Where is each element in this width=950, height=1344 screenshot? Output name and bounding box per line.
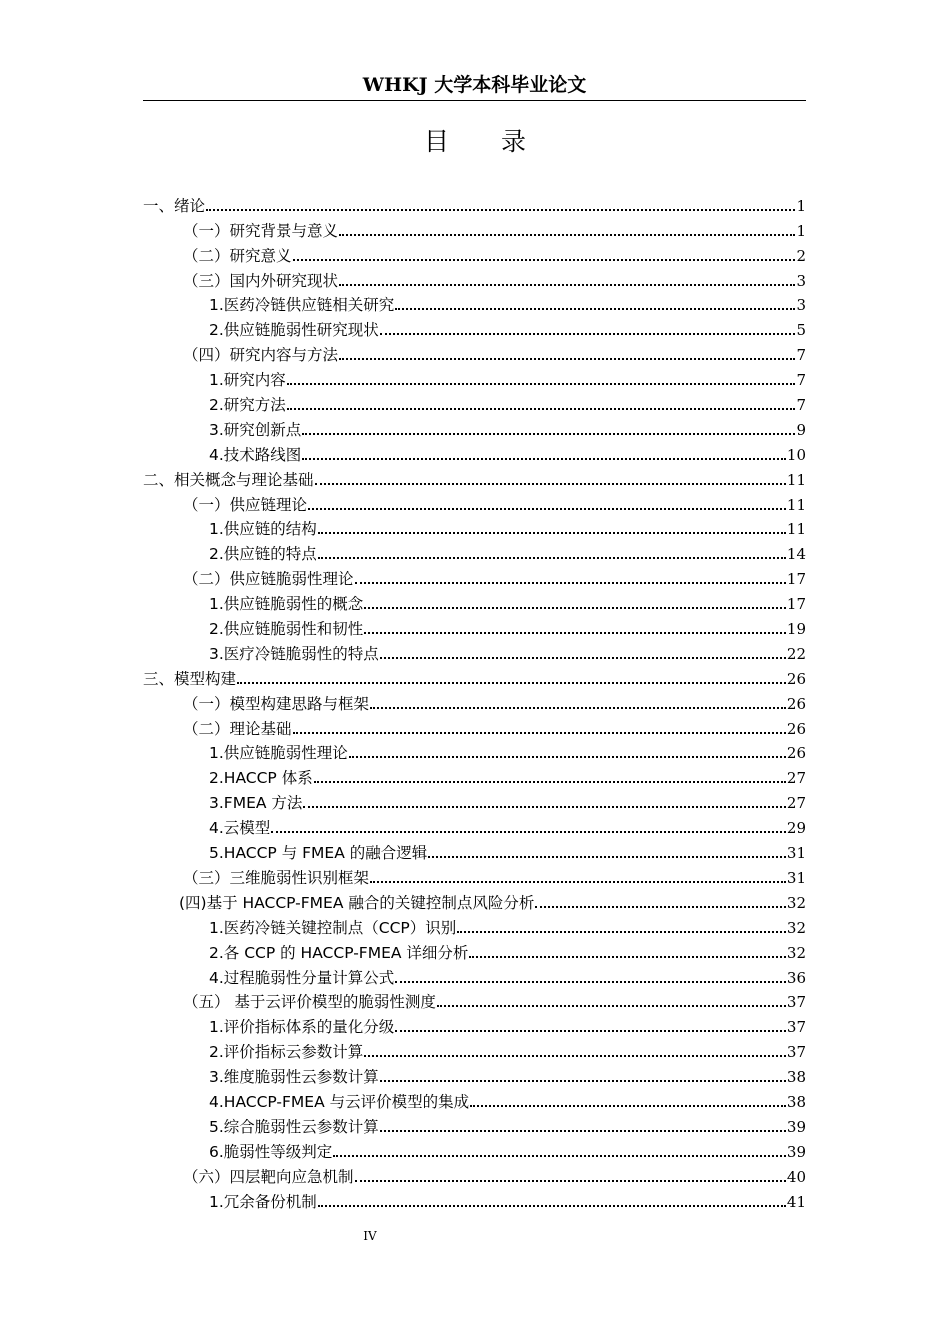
toc-entry[interactable] <box>143 365 806 390</box>
toc-dot-leader <box>287 383 796 385</box>
toc-dot-leader <box>355 582 786 584</box>
toc-entry-page: 7 <box>796 371 806 390</box>
toc-entry-label: 1.供应链脆弱性的概念 <box>209 595 364 614</box>
toc-entry[interactable] <box>143 291 806 316</box>
toc-dot-leader <box>293 259 796 261</box>
toc-entry[interactable] <box>143 1137 806 1162</box>
toc-entry-label: 6.脆弱性等级判定 <box>209 1142 333 1161</box>
toc-entry-label: （一）模型构建思路与框架 <box>183 694 370 713</box>
toc-dot-leader <box>469 956 786 958</box>
toc-entry-label: （六）四层靶向应急机制 <box>183 1167 354 1186</box>
toc-entry-page: 31 <box>786 844 806 863</box>
toc-entry-page: 36 <box>786 968 806 987</box>
toc-entry-page: 38 <box>786 1068 806 1087</box>
toc-entry[interactable] <box>143 1187 806 1212</box>
toc-dot-leader <box>395 308 795 310</box>
toc-dot-leader <box>293 732 786 734</box>
toc-entry[interactable] <box>143 1012 806 1037</box>
toc-dot-leader <box>380 657 786 659</box>
toc-dot-leader <box>318 1205 786 1207</box>
toc-entry-label: (四)基于 HACCP-FMEA 融合的关键控制点风险分析 <box>179 893 535 912</box>
toc-entry-label: 二、相关概念与理论基础 <box>143 470 314 489</box>
toc-entry-page: 2 <box>796 246 806 265</box>
toc-entry[interactable] <box>143 216 806 241</box>
toc-entry-label: 2.评价指标云参数计算 <box>209 1043 364 1062</box>
toc-entry-label: （二）理论基础 <box>183 719 292 738</box>
toc-entry-page: 41 <box>786 1192 806 1211</box>
toc-dot-leader <box>302 433 795 435</box>
toc-entry[interactable] <box>143 739 806 764</box>
toc-entry-page: 7 <box>796 346 806 365</box>
toc-entry[interactable] <box>143 664 806 689</box>
toc-entry-page: 1 <box>796 221 806 240</box>
toc-entry-page: 3 <box>796 271 806 290</box>
toc-entry-label: 1.冗余备份机制 <box>209 1192 317 1211</box>
toc-dot-leader <box>237 682 786 684</box>
toc-entry[interactable] <box>143 813 806 838</box>
toc-dot-leader <box>395 1030 786 1032</box>
toc-entry-page: 39 <box>786 1117 806 1136</box>
toc-dot-leader <box>370 707 786 709</box>
toc-entry-page: 29 <box>786 819 806 838</box>
toc-entry[interactable] <box>143 539 806 564</box>
toc-entry[interactable] <box>143 589 806 614</box>
toc-dot-leader <box>380 333 796 335</box>
toc-entry[interactable] <box>143 1112 806 1137</box>
toc-entry-page: 37 <box>786 1043 806 1062</box>
toc-dot-leader <box>364 1055 786 1057</box>
toc-entry-page: 11 <box>786 495 806 514</box>
toc-entry-page: 7 <box>796 396 806 415</box>
toc-entry[interactable] <box>143 988 806 1013</box>
toc-entry-page: 38 <box>786 1092 806 1111</box>
toc-entry-label: （一）研究背景与意义 <box>183 221 339 240</box>
toc-entry[interactable] <box>143 763 806 788</box>
toc-entry[interactable] <box>143 241 806 266</box>
toc-entry-page: 17 <box>786 570 806 589</box>
toc-entry-page: 32 <box>786 918 806 937</box>
toc-entry-page: 32 <box>786 943 806 962</box>
toc-dot-leader <box>395 981 786 983</box>
toc-entry-page: 10 <box>786 445 806 464</box>
toc-dot-leader <box>318 532 786 534</box>
toc-dot-leader <box>287 408 796 410</box>
toc-entry-label: 2.供应链脆弱性研究现状 <box>209 321 379 340</box>
toc-dot-leader <box>314 781 786 783</box>
toc-entry-label: 1.评价指标体系的量化分级 <box>209 1018 395 1037</box>
toc-entry[interactable] <box>143 1162 806 1187</box>
toc-entry[interactable] <box>143 340 806 365</box>
toc-entry-label: 2.研究方法 <box>209 396 286 415</box>
page-header <box>143 70 806 101</box>
toc-dot-leader <box>380 1130 786 1132</box>
toc-entry-label: 4.云模型 <box>209 819 271 838</box>
toc-entry[interactable] <box>143 415 806 440</box>
toc-dot-leader <box>470 1105 786 1107</box>
toc-entry[interactable] <box>143 465 806 490</box>
toc-dot-leader <box>206 209 795 211</box>
toc-entry-page: 17 <box>786 595 806 614</box>
toc-entry[interactable] <box>143 191 806 216</box>
toc-entry[interactable] <box>143 315 806 340</box>
page-number: IV <box>363 1229 377 1243</box>
toc-dot-leader <box>355 1180 786 1182</box>
toc-dot-leader <box>339 234 795 236</box>
toc-dot-leader <box>339 284 795 286</box>
toc-entry-label: 1.医药冷链供应链相关研究 <box>209 296 395 315</box>
toc-entry-label: 2.各 CCP 的 HACCP-FMEA 详细分析 <box>209 943 469 962</box>
toc-entry[interactable] <box>143 888 806 913</box>
toc-entry[interactable] <box>143 938 806 963</box>
toc-entry-page: 26 <box>786 669 806 688</box>
toc-dot-leader <box>370 881 786 883</box>
toc-entry-label: 3.FMEA 方法 <box>209 794 303 813</box>
toc-entry-page: 27 <box>786 769 806 788</box>
toc-entry[interactable] <box>143 788 806 813</box>
toc-dot-leader <box>428 856 786 858</box>
toc-entry-label: 5.综合脆弱性云参数计算 <box>209 1117 379 1136</box>
toc-entry-label: 三、模型构建 <box>143 669 237 688</box>
toc-entry[interactable] <box>143 266 806 291</box>
toc-entry-label: 1.医药冷链关键控制点（CCP）识别 <box>209 918 457 937</box>
toc-entry-label: （三）国内外研究现状 <box>183 271 339 290</box>
toc-entry-label: 4.HACCP-FMEA 与云评价模型的集成 <box>209 1092 470 1111</box>
toc-entry-label: （二）研究意义 <box>183 246 292 265</box>
toc-entry-label: 1.研究内容 <box>209 371 286 390</box>
toc-entry-label: （四）研究内容与方法 <box>183 346 339 365</box>
toc-dot-leader <box>380 1080 786 1082</box>
toc-entry[interactable] <box>143 714 806 739</box>
toc-entry-page: 40 <box>786 1167 806 1186</box>
toc-dot-leader <box>437 1005 786 1007</box>
toc-entry-page: 26 <box>786 719 806 738</box>
toc-dot-leader <box>315 483 786 485</box>
table-of-contents <box>143 191 806 1212</box>
toc-entry[interactable] <box>143 1037 806 1062</box>
toc-dot-leader <box>271 831 786 833</box>
toc-entry-label: 3.医疗冷链脆弱性的特点 <box>209 644 379 663</box>
toc-entry[interactable] <box>143 963 806 988</box>
toc-entry-page: 11 <box>786 520 806 539</box>
toc-entry-page: 22 <box>786 644 806 663</box>
toc-entry[interactable] <box>143 689 806 714</box>
toc-entry-page: 31 <box>786 868 806 887</box>
toc-entry[interactable] <box>143 838 806 863</box>
toc-entry-page: 3 <box>796 296 806 315</box>
toc-entry[interactable] <box>143 863 806 888</box>
toc-entry-page: 26 <box>786 694 806 713</box>
toc-entry[interactable] <box>143 390 806 415</box>
toc-entry[interactable] <box>143 515 806 540</box>
toc-entry-page: 9 <box>796 420 806 439</box>
toc-dot-leader <box>457 931 786 933</box>
toc-entry-label: （一）供应链理论 <box>183 495 308 514</box>
toc-entry[interactable] <box>143 440 806 465</box>
toc-entry-label: （五） 基于云评价模型的脆弱性测度 <box>183 993 436 1012</box>
toc-entry[interactable] <box>143 614 806 639</box>
toc-entry-page: 27 <box>786 794 806 813</box>
toc-dot-leader <box>318 557 786 559</box>
toc-dot-leader <box>364 607 786 609</box>
toc-entry-page: 37 <box>786 1018 806 1037</box>
header-title: WHKJ 大学本科毕业论文 <box>362 74 587 96</box>
toc-entry-label: 2.HACCP 体系 <box>209 769 313 788</box>
toc-entry[interactable] <box>143 1087 806 1112</box>
toc-entry-page: 19 <box>786 620 806 639</box>
toc-entry-page: 37 <box>786 993 806 1012</box>
toc-dot-leader <box>303 806 786 808</box>
toc-entry[interactable] <box>143 564 806 589</box>
toc-entry-label: （二）供应链脆弱性理论 <box>183 570 354 589</box>
toc-dot-leader <box>302 458 786 460</box>
toc-entry-label: 2.供应链的特点 <box>209 545 317 564</box>
toc-entry-label: 4.技术路线图 <box>209 445 302 464</box>
toc-entry-label: 一、绪论 <box>143 196 206 215</box>
toc-dot-leader <box>308 508 786 510</box>
toc-entry-page: 26 <box>786 744 806 763</box>
toc-entry-page: 1 <box>796 196 806 215</box>
toc-entry-page: 39 <box>786 1142 806 1161</box>
toc-entry-label: 5.HACCP 与 FMEA 的融合逻辑 <box>209 844 428 863</box>
toc-entry-label: 2.供应链脆弱性和韧性 <box>209 620 364 639</box>
toc-dot-leader <box>333 1155 786 1157</box>
toc-entry-page: 11 <box>786 470 806 489</box>
toc-entry-label: 3.研究创新点 <box>209 420 302 439</box>
toc-entry[interactable] <box>143 913 806 938</box>
toc-dot-leader <box>535 906 786 908</box>
toc-title: 目 录 <box>424 127 548 156</box>
toc-entry-label: （三）三维脆弱性识别框架 <box>183 868 370 887</box>
toc-entry-label: 1.供应链的结构 <box>209 520 317 539</box>
toc-entry-label: 4.过程脆弱性分量计算公式 <box>209 968 395 987</box>
toc-entry-page: 14 <box>786 545 806 564</box>
toc-entry-page: 5 <box>796 321 806 340</box>
toc-dot-leader <box>364 632 786 634</box>
toc-entry-label: 1.供应链脆弱性理论 <box>209 744 348 763</box>
toc-dot-leader <box>339 358 795 360</box>
toc-entry[interactable] <box>143 490 806 515</box>
toc-entry[interactable] <box>143 1062 806 1087</box>
toc-dot-leader <box>349 756 786 758</box>
toc-entry-page: 32 <box>786 893 806 912</box>
toc-entry-label: 3.维度脆弱性云参数计算 <box>209 1068 379 1087</box>
toc-entry[interactable] <box>143 639 806 664</box>
